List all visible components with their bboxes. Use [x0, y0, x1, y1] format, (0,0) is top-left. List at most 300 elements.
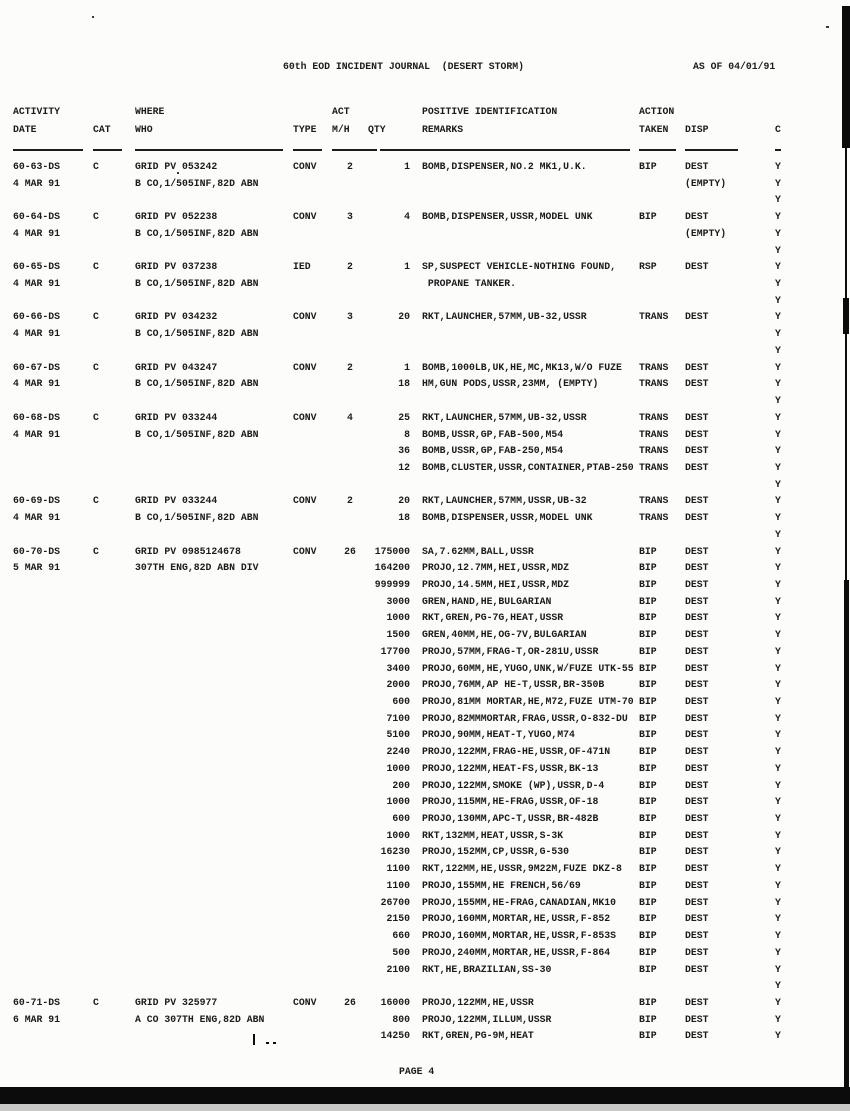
cell-qty: 1000	[386, 829, 410, 841]
cell-where-who: 307TH ENG,82D ABN DIV	[135, 562, 259, 574]
cell-complete-flag: Y	[775, 545, 781, 557]
cell-activity-date: 4 MAR 91	[13, 177, 61, 189]
cell-action-taken: BIP	[639, 679, 657, 691]
cell-qty: 3000	[386, 595, 410, 607]
cell-disp: DEST	[685, 562, 709, 574]
journal-line	[0, 844, 850, 861]
cell-action-taken: BIP	[639, 879, 657, 891]
cell-complete-flag: Y	[775, 1013, 781, 1025]
cell-type: CONV	[293, 161, 317, 172]
journal-line	[0, 493, 850, 510]
cell-disp: DEST	[685, 996, 709, 1008]
cell-remarks: PROJO,76MM,AP HE-T,USSR,BR-350B	[422, 679, 605, 691]
journal-line	[0, 627, 850, 644]
cell-remarks: RKT,GREN,PG-9M,HEAT	[422, 1030, 534, 1042]
cell-remarks: PROJO,60MM,HE,YUGO,UNK,W/FUZE UTK-55	[422, 662, 634, 674]
cell-disp: DEST	[685, 930, 709, 942]
cell-qty: 36	[398, 445, 410, 457]
journal-line	[0, 477, 850, 494]
cell-action-taken: TRANS	[639, 361, 669, 373]
cell-where-who: GRID PV 033244	[135, 411, 218, 423]
cell-action-taken: BIP	[639, 612, 657, 624]
journal-line	[0, 962, 850, 979]
cell-complete-flag: Y	[775, 645, 781, 657]
col-c: C	[775, 124, 781, 135]
journal-line	[0, 276, 850, 293]
cell-cat: C	[93, 311, 99, 323]
cell-disp: DEST	[685, 946, 709, 958]
cell-complete-flag: Y	[775, 512, 781, 524]
cell-remarks: GREN,HAND,HE,BULGARIAN	[422, 595, 552, 607]
cell-disp: DEST	[685, 813, 709, 825]
speck	[92, 16, 94, 18]
cell-act-mh: 26	[344, 545, 356, 557]
cell-qty: 1000	[386, 796, 410, 808]
cell-remarks: BOMB,USSR,GP,FAB-250,M54	[422, 445, 564, 457]
journal-line	[0, 945, 850, 962]
cell-action-taken: BIP	[639, 662, 657, 674]
journal-line	[0, 460, 850, 477]
cell-disp: DEST	[685, 696, 709, 707]
cell-disp: DEST	[685, 311, 709, 323]
journal-line	[0, 293, 850, 310]
cell-where-who: GRID PV 043247	[135, 361, 218, 373]
cell-type: CONV	[293, 545, 317, 557]
cell-complete-flag: Y	[775, 461, 781, 473]
cell-activity-date: 60-68-DS	[13, 411, 61, 423]
journal-line	[0, 594, 850, 611]
cell-cat: C	[93, 361, 99, 373]
journal-line	[0, 878, 850, 895]
cell-complete-flag: Y	[775, 796, 781, 808]
cell-type: CONV	[293, 311, 317, 323]
journal-line	[0, 711, 850, 728]
cell-remarks: RKT,LAUNCHER,57MM,UB-32,USSR	[422, 311, 587, 323]
cell-complete-flag: Y	[775, 227, 781, 239]
cell-complete-flag: Y	[775, 846, 781, 858]
cell-remarks: RKT,HE,BRAZILIAN,SS-30	[422, 963, 552, 975]
cell-remarks: RKT,LAUNCHER,57MM,UB-32,USSR	[422, 411, 587, 423]
cell-disp: DEST	[685, 1013, 709, 1025]
cell-complete-flag: Y	[775, 963, 781, 975]
cell-type: CONV	[293, 411, 317, 423]
cell-remarks: BOMB,1000LB,UK,HE,MC,MK13,W/O FUZE	[422, 361, 622, 373]
cell-complete-flag: Y	[775, 528, 781, 540]
header-rule	[685, 149, 738, 151]
cell-qty: 600	[392, 813, 410, 825]
cell-disp: DEST	[685, 896, 709, 908]
cell-complete-flag: Y	[775, 395, 781, 407]
cell-action-taken: BIP	[639, 762, 657, 774]
cell-remarks: PROJO,81MM MORTAR,HE,M72,FUZE UTM-70	[422, 696, 634, 707]
header-rule	[93, 149, 122, 151]
journal-line	[0, 209, 850, 226]
journal-line	[0, 427, 850, 444]
cell-complete-flag: Y	[775, 244, 781, 256]
cell-remarks: PROJO,240MM,MORTAR,HE,USSR,F-864	[422, 946, 611, 958]
cell-action-taken: TRANS	[639, 311, 669, 323]
cell-type: CONV	[293, 996, 317, 1008]
col-qty: QTY	[368, 124, 386, 135]
cell-complete-flag: Y	[775, 344, 781, 356]
cell-action-taken: BIP	[639, 779, 657, 791]
cell-complete-flag: Y	[775, 177, 781, 189]
cell-remarks: RKT,132MM,HEAT,USSR,S-3K	[422, 829, 564, 841]
cell-complete-flag: Y	[775, 1030, 781, 1042]
cell-qty: 5100	[386, 729, 410, 741]
cell-act-mh: 3	[347, 211, 353, 223]
journal-line	[0, 309, 850, 326]
cell-where-who: GRID PV 037238	[135, 261, 218, 273]
cell-complete-flag: Y	[775, 445, 781, 457]
cell-activity-date: 60-71-DS	[13, 996, 61, 1008]
cell-complete-flag: Y	[775, 161, 781, 172]
journal-line	[0, 544, 850, 561]
cell-remarks: BOMB,USSR,GP,FAB-500,M54	[422, 428, 564, 440]
cell-complete-flag: Y	[775, 762, 781, 774]
cell-complete-flag: Y	[775, 612, 781, 624]
cell-activity-date: 60-69-DS	[13, 495, 61, 507]
cell-action-taken: BIP	[639, 595, 657, 607]
cell-disp: DEST	[685, 445, 709, 457]
cell-remarks: BOMB,DISPENSER,NO.2 MK1,U.K.	[422, 161, 587, 172]
cell-where-who: GRID PV 033244	[135, 495, 218, 507]
right-edge-artifact	[844, 580, 849, 1088]
cell-action-taken: TRANS	[639, 411, 669, 423]
cell-qty: 660	[392, 930, 410, 942]
cell-where-who: B CO,1/505INF,82D ABN	[135, 278, 259, 290]
cell-qty: 2150	[386, 913, 410, 925]
cell-complete-flag: Y	[775, 829, 781, 841]
cell-activity-date: 60-65-DS	[13, 261, 61, 273]
cell-disp: DEST	[685, 963, 709, 975]
col-action: ACTION	[639, 106, 675, 117]
cell-where-who: GRID PV 034232	[135, 311, 218, 323]
journal-line	[0, 1028, 850, 1045]
cell-qty: 600	[392, 696, 410, 707]
header-rule	[135, 149, 283, 151]
cell-remarks: BOMB,CLUSTER,USSR,CONTAINER,PTAB-250	[422, 461, 634, 473]
cell-where-who: B CO,1/505INF,82D ABN	[135, 428, 259, 440]
journal-line	[0, 159, 850, 176]
cell-complete-flag: Y	[775, 946, 781, 958]
journal-line	[0, 510, 850, 527]
journal-line	[0, 644, 850, 661]
cell-disp: DEST	[685, 595, 709, 607]
cell-activity-date: 60-64-DS	[13, 211, 61, 223]
cell-action-taken: BIP	[639, 578, 657, 590]
cell-disp: DEST	[685, 796, 709, 808]
cell-where-who: GRID PV 052238	[135, 211, 218, 223]
cell-where-who: GRID PV 053242	[135, 161, 218, 172]
cell-complete-flag: Y	[775, 261, 781, 273]
cell-activity-date: 60-70-DS	[13, 545, 61, 557]
cell-qty: 1	[404, 361, 410, 373]
cell-qty: 7100	[386, 712, 410, 724]
cell-action-taken: TRANS	[639, 461, 669, 473]
speck	[826, 26, 829, 28]
journal-line	[0, 811, 850, 828]
cell-disp: (EMPTY)	[685, 177, 727, 189]
cell-act-mh: 26	[344, 996, 356, 1008]
journal-line	[0, 343, 850, 360]
cell-remarks: PROJO,14.5MM,HEI,USSR,MDZ	[422, 578, 569, 590]
cell-action-taken: BIP	[639, 896, 657, 908]
col-taken: TAKEN	[639, 124, 669, 135]
journal-line	[0, 577, 850, 594]
cell-complete-flag: Y	[775, 278, 781, 290]
cell-action-taken: BIP	[639, 161, 657, 172]
cell-remarks: PROJO,12.7MM,HEI,USSR,MDZ	[422, 562, 569, 574]
cell-type: CONV	[293, 211, 317, 223]
journal-line	[0, 744, 850, 761]
cell-qty: 1	[404, 261, 410, 273]
cell-activity-date: 60-66-DS	[13, 311, 61, 323]
journal-line	[0, 376, 850, 393]
journal-line	[0, 1012, 850, 1029]
cell-cat: C	[93, 411, 99, 423]
cell-action-taken: BIP	[639, 846, 657, 858]
cell-activity-date: 5 MAR 91	[13, 562, 61, 574]
cell-remarks: PROJO,160MM,MORTAR,HE,USSR,F-853S	[422, 930, 617, 942]
cell-remarks: PROJO,90MM,HEAT-T,YUGO,M74	[422, 729, 575, 741]
journal-line	[0, 694, 850, 711]
cell-disp: DEST	[685, 378, 709, 390]
cell-activity-date: 6 MAR 91	[13, 1013, 61, 1025]
cell-disp: DEST	[685, 261, 709, 273]
journal-line	[0, 360, 850, 377]
cell-qty: 2240	[386, 746, 410, 758]
ink-mark	[273, 1042, 276, 1044]
cell-disp: DEST	[685, 779, 709, 791]
journal-line	[0, 911, 850, 928]
as-of-date: AS OF 04/01/91	[693, 61, 776, 72]
col-date: DATE	[13, 124, 37, 135]
column-header-row-2	[0, 122, 850, 139]
cell-qty: 1000	[386, 612, 410, 624]
cell-complete-flag: Y	[775, 311, 781, 323]
cell-complete-flag: Y	[775, 863, 781, 875]
cell-remarks: BOMB,DISPENSER,USSR,MODEL UNK	[422, 211, 593, 223]
cell-qty: 16000	[380, 996, 410, 1008]
cell-action-taken: BIP	[639, 629, 657, 641]
cell-remarks: PROJO,130MM,APC-T,USSR,BR-482B	[422, 813, 599, 825]
cell-remarks: PROJO,155MM,HE FRENCH,56/69	[422, 879, 581, 891]
bottom-gray-strip	[0, 1104, 850, 1111]
cell-complete-flag: Y	[775, 211, 781, 223]
header-rule	[332, 149, 377, 151]
cell-qty: 500	[392, 946, 410, 958]
cell-complete-flag: Y	[775, 361, 781, 373]
cell-disp: DEST	[685, 629, 709, 641]
cell-action-taken: BIP	[639, 211, 657, 223]
cell-remarks: GREN,40MM,HE,OG-7V,BULGARIAN	[422, 629, 587, 641]
col-mh: M/H	[332, 124, 350, 135]
ink-mark	[266, 1042, 269, 1044]
cell-disp: DEST	[685, 461, 709, 473]
cell-disp: DEST	[685, 879, 709, 891]
journal-line	[0, 259, 850, 276]
cell-act-mh: 2	[347, 361, 353, 373]
cell-disp: DEST	[685, 578, 709, 590]
right-edge-artifact	[842, 6, 850, 148]
cell-complete-flag: Y	[775, 428, 781, 440]
cell-action-taken: BIP	[639, 712, 657, 724]
cell-action-taken: BIP	[639, 913, 657, 925]
cell-act-mh: 2	[347, 261, 353, 273]
col-remarks: REMARKS	[422, 124, 464, 135]
cell-action-taken: BIP	[639, 930, 657, 942]
header-rule	[775, 149, 781, 151]
cell-remarks: PROJO,155MM,HE-FRAG,CANADIAN,MK10	[422, 896, 617, 908]
cell-type: CONV	[293, 361, 317, 373]
header-rule	[13, 149, 83, 151]
cell-activity-date: 4 MAR 91	[13, 428, 61, 440]
cell-disp: DEST	[685, 679, 709, 691]
journal-line	[0, 828, 850, 845]
cell-remarks: RKT,122MM,HE,USSR,9M22M,FUZE DKZ-8	[422, 863, 622, 875]
journal-lines	[0, 159, 850, 1045]
cell-qty: 17700	[380, 645, 410, 657]
journal-line	[0, 410, 850, 427]
header-rule	[639, 149, 676, 151]
cell-action-taken: BIP	[639, 729, 657, 741]
cell-remarks: PROJO,122MM,HE,USSR	[422, 996, 534, 1008]
cell-action-taken: BIP	[639, 963, 657, 975]
cell-where-who: B CO,1/505INF,82D ABN	[135, 328, 259, 340]
journal-line	[0, 727, 850, 744]
cell-complete-flag: Y	[775, 746, 781, 758]
cell-complete-flag: Y	[775, 662, 781, 674]
cell-complete-flag: Y	[775, 194, 781, 206]
cell-remarks: PROJO,152MM,CP,USSR,G-530	[422, 846, 569, 858]
cell-activity-date: 4 MAR 91	[13, 278, 61, 290]
cell-disp: DEST	[685, 211, 709, 223]
cell-action-taken: TRANS	[639, 512, 669, 524]
cell-remarks: PROJO,122MM,SMOKE (WP),USSR,D-4	[422, 779, 605, 791]
cell-qty: 20	[398, 311, 410, 323]
cell-remarks: SA,7.62MM,BALL,USSR	[422, 545, 534, 557]
page-title: 60th EOD INCIDENT JOURNAL (DESERT STORM)	[283, 61, 525, 72]
cell-action-taken: TRANS	[639, 428, 669, 440]
col-where: WHERE	[135, 106, 165, 117]
cell-action-taken: TRANS	[639, 495, 669, 507]
cell-activity-date: 4 MAR 91	[13, 512, 61, 524]
ink-mark	[253, 1034, 255, 1045]
cell-complete-flag: Y	[775, 294, 781, 306]
cell-action-taken: BIP	[639, 996, 657, 1008]
cell-cat: C	[93, 495, 99, 507]
journal-line	[0, 978, 850, 995]
cell-act-mh: 3	[347, 311, 353, 323]
cell-complete-flag: Y	[775, 578, 781, 590]
col-cat: CAT	[93, 124, 111, 135]
cell-remarks: RKT,LAUNCHER,57MM,USSR,UB-32	[422, 495, 587, 507]
cell-complete-flag: Y	[775, 712, 781, 724]
cell-complete-flag: Y	[775, 779, 781, 791]
cell-remarks: PROJO,122MM,HEAT-FS,USSR,BK-13	[422, 762, 599, 774]
cell-qty: 175000	[374, 545, 410, 557]
cell-qty: 26700	[380, 896, 410, 908]
cell-complete-flag: Y	[775, 328, 781, 340]
cell-complete-flag: Y	[775, 411, 781, 423]
cell-action-taken: BIP	[639, 796, 657, 808]
cell-activity-date: 60-63-DS	[13, 161, 61, 172]
journal-line	[0, 560, 850, 577]
cell-qty: 25	[398, 411, 410, 423]
cell-disp: DEST	[685, 863, 709, 875]
cell-action-taken: BIP	[639, 696, 657, 707]
cell-qty: 1100	[386, 879, 410, 891]
cell-type: IED	[293, 261, 311, 273]
cell-qty: 18	[398, 512, 410, 524]
cell-cat: C	[93, 545, 99, 557]
cell-complete-flag: Y	[775, 813, 781, 825]
journal-line	[0, 226, 850, 243]
cell-complete-flag: Y	[775, 879, 781, 891]
cell-qty: 16230	[380, 846, 410, 858]
cell-qty: 200	[392, 779, 410, 791]
cell-disp: DEST	[685, 846, 709, 858]
journal-line	[0, 895, 850, 912]
cell-disp: DEST	[685, 829, 709, 841]
cell-complete-flag: Y	[775, 629, 781, 641]
journal-line	[0, 393, 850, 410]
journal-line	[0, 995, 850, 1012]
cell-complete-flag: Y	[775, 378, 781, 390]
cell-disp: DEST	[685, 729, 709, 741]
cell-remarks: PROJO,115MM,HE-FRAG,USSR,OF-18	[422, 796, 599, 808]
cell-complete-flag: Y	[775, 913, 781, 925]
cell-disp: DEST	[685, 361, 709, 373]
cell-disp: DEST	[685, 612, 709, 624]
journal-line	[0, 861, 850, 878]
cell-complete-flag: Y	[775, 729, 781, 741]
cell-qty: 800	[392, 1013, 410, 1025]
cell-where-who: GRID PV 325977	[135, 996, 218, 1008]
cell-qty: 999999	[374, 578, 410, 590]
cell-where-who: A CO 307TH ENG,82D ABN	[135, 1013, 265, 1025]
header-rule	[293, 149, 322, 151]
journal-line	[0, 928, 850, 945]
cell-disp: DEST	[685, 545, 709, 557]
cell-activity-date: 4 MAR 91	[13, 328, 61, 340]
cell-disp: DEST	[685, 495, 709, 507]
cell-cat: C	[93, 161, 99, 172]
col-activity: ACTIVITY	[13, 106, 61, 117]
cell-qty: 3400	[386, 662, 410, 674]
cell-qty: 2000	[386, 679, 410, 691]
journal-line	[0, 326, 850, 343]
cell-where-who: B CO,1/505INF,82D ABN	[135, 177, 259, 189]
cell-action-taken: TRANS	[639, 445, 669, 457]
header-rule	[380, 149, 630, 151]
cell-disp: DEST	[685, 913, 709, 925]
col-disp: DISP	[685, 124, 709, 135]
journal-line	[0, 176, 850, 193]
right-edge-artifact	[843, 298, 849, 334]
cell-complete-flag: Y	[775, 696, 781, 707]
cell-action-taken: BIP	[639, 863, 657, 875]
cell-disp: DEST	[685, 161, 709, 172]
cell-remarks: PROJO,57MM,FRAG-T,OR-281U,USSR	[422, 645, 599, 657]
cell-qty: 14250	[380, 1030, 410, 1042]
cell-qty: 2100	[386, 963, 410, 975]
cell-disp: DEST	[685, 512, 709, 524]
cell-remarks: PROPANE TANKER.	[422, 278, 517, 290]
cell-action-taken: BIP	[639, 562, 657, 574]
cell-action-taken: BIP	[639, 1030, 657, 1042]
